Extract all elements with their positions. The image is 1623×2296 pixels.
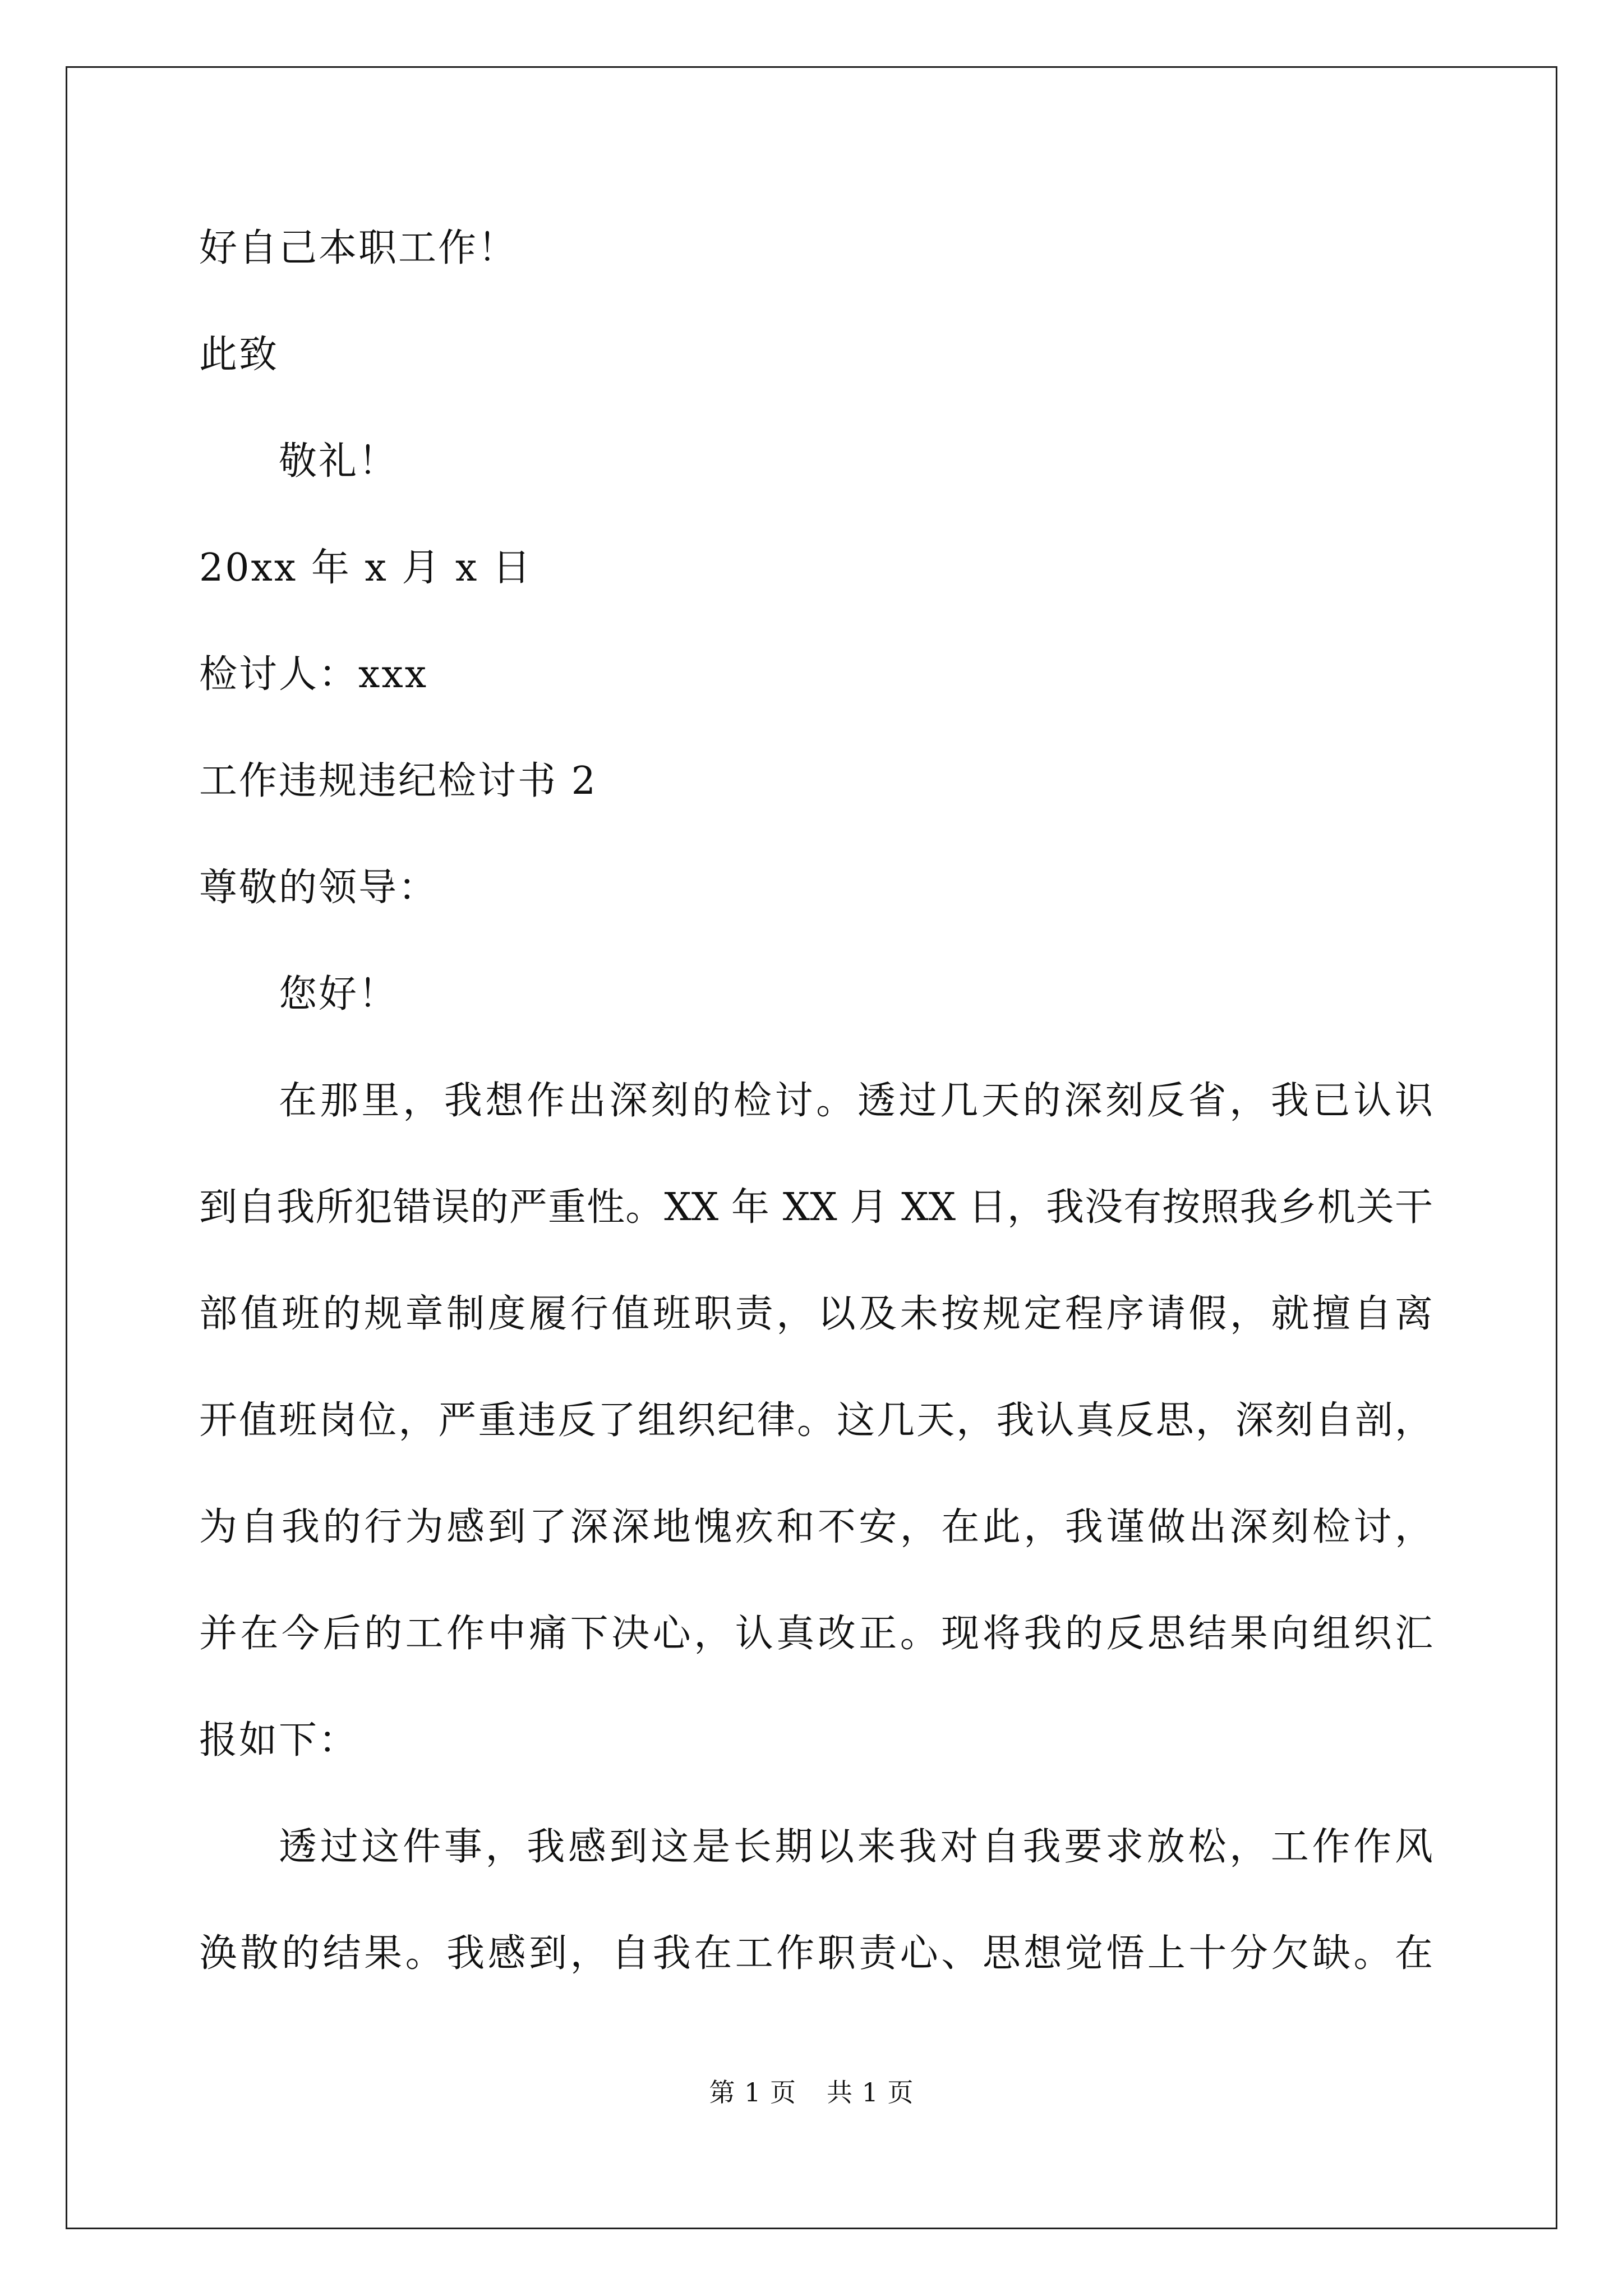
text-line: 敬礼！ xyxy=(279,439,399,484)
page-total: 共 1 页 xyxy=(827,2077,914,2108)
text-line: 好自己本职工作！ xyxy=(199,226,518,270)
text-line: 报如下： xyxy=(199,1718,359,1763)
text-line: 部值班的规章制度履行值班职责，以及未按规定程序请假，就擅自离 xyxy=(199,1292,1433,1336)
text-line: 在那里，我想作出深刻的检讨。透过几天的深刻反省，我已认识 xyxy=(279,1079,1433,1123)
text-line: 尊敬的领导： xyxy=(199,866,439,910)
text-line: 到自我所犯错误的严重性。XX 年 XX 月 XX 日，我没有按照我乡机关干 xyxy=(199,1185,1433,1230)
text-line: 开值班岗位，严重违反了组织纪律。这几天，我认真反思，深刻自剖， xyxy=(199,1398,1433,1443)
text-line: 涣散的结果。我感到，自我在工作职责心、思想觉悟上十分欠缺。在 xyxy=(199,1931,1433,1976)
text-line: 您好！ xyxy=(279,972,399,1016)
page-number: 第 1 页 xyxy=(709,2077,796,2108)
page-border xyxy=(66,66,1557,2229)
text-line: 此致 xyxy=(199,333,279,377)
text-line: 20xx 年 x 月 x 日 xyxy=(199,546,533,590)
page-footer xyxy=(0,2076,1623,2109)
text-line: 为自我的行为感到了深深地愧疚和不安，在此，我谨做出深刻检讨， xyxy=(199,1505,1433,1549)
text-line: 透过这件事，我感到这是长期以来我对自我要求放松，工作作风 xyxy=(279,1825,1433,1869)
text-line: 工作违规违纪检讨书 2 xyxy=(199,759,597,803)
text-line: 检讨人：xxx xyxy=(199,652,428,697)
text-line: 并在今后的工作中痛下决心，认真改正。现将我的反思结果向组织汇 xyxy=(199,1612,1433,1656)
